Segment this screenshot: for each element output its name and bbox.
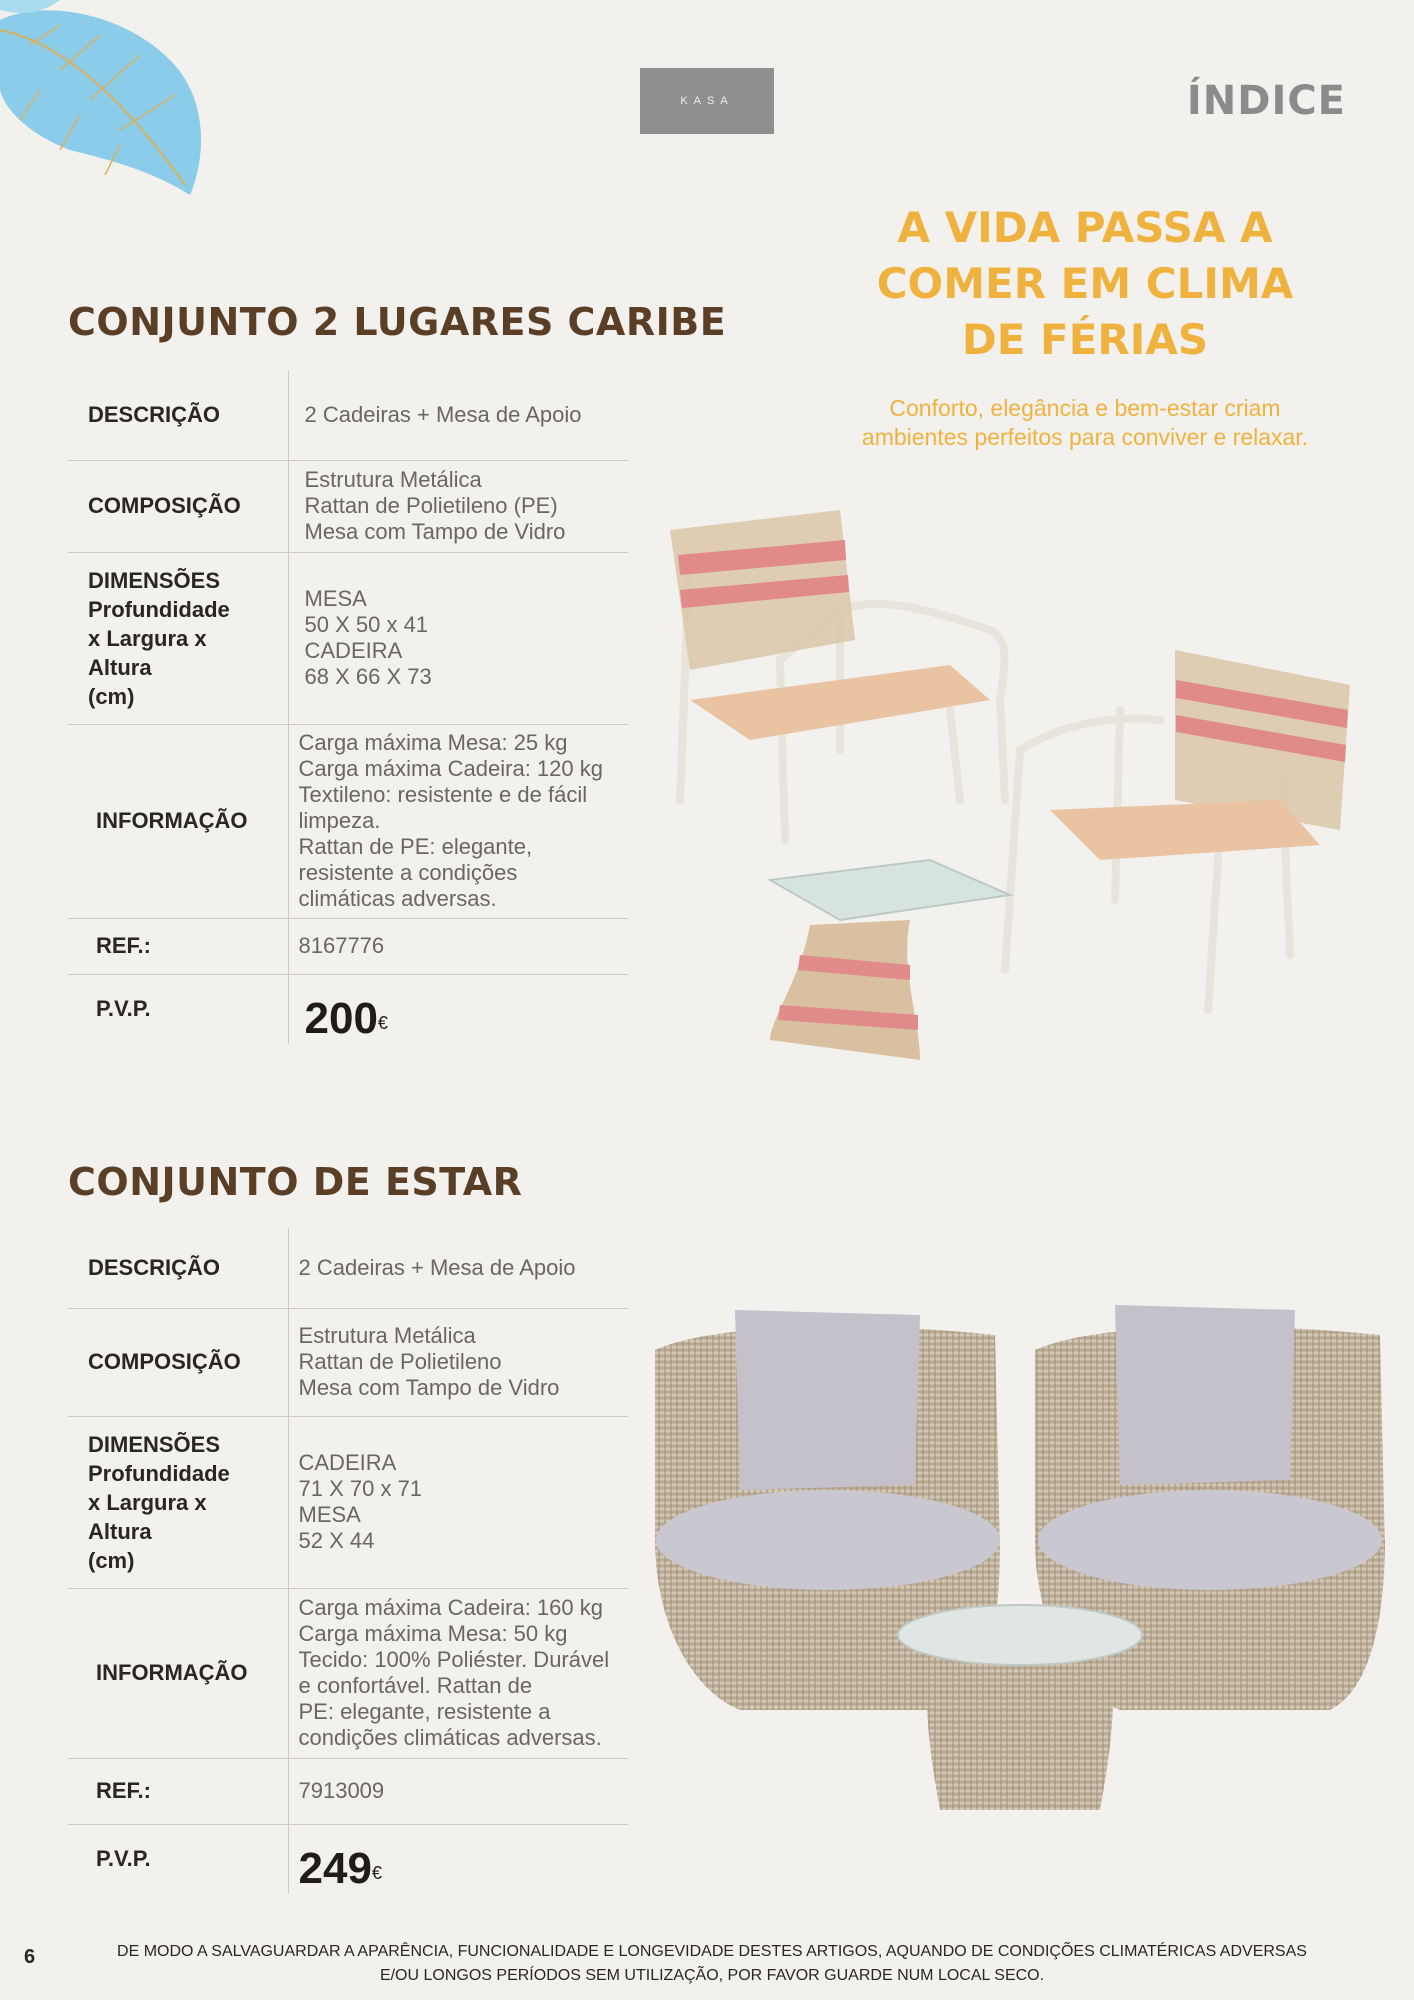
spec-value: Carga máxima Mesa: 25 kg Carga máxima Cadeira: 120 kg Textileno: resistente e de fácil limpeza. Rattan de PE: elegante, resistente a condições climáticas adversas. bbox=[288, 724, 628, 918]
spec-row-informacao bbox=[68, 724, 628, 918]
spec-value: 7913009 bbox=[288, 1758, 628, 1824]
spec-row-dimensoes bbox=[68, 1416, 628, 1588]
price bbox=[299, 1844, 382, 1893]
promo-headline bbox=[810, 200, 1360, 368]
promo-subtitle-line: Conforto, elegância e bem-estar criam bbox=[889, 395, 1281, 421]
footer-notice bbox=[72, 1940, 1352, 1988]
spec-row-composicao bbox=[68, 1308, 628, 1416]
price-value: 200 bbox=[304, 993, 378, 1043]
spec-value: 8167776 bbox=[288, 918, 628, 974]
spec-label-sub: Profundidade x Largura x Altura (cm) bbox=[88, 1460, 230, 1573]
spec-label: COMPOSIÇÃO bbox=[68, 1308, 288, 1416]
spec-row-descricao bbox=[68, 370, 628, 460]
spec-value: Estrutura Metálica Rattan de Polietileno (PE) Mesa com Tampo de Vidro bbox=[288, 460, 628, 552]
promo-headline-line: COMER EM CLIMA bbox=[876, 259, 1294, 308]
product-title: CONJUNTO 2 LUGARES CARIBE bbox=[68, 300, 727, 344]
spec-label-sub: Profundidade x Largura x Altura (cm) bbox=[88, 596, 230, 709]
spec-value: CADEIRA 71 X 70 x 71 MESA 52 X 44 bbox=[288, 1416, 628, 1588]
currency: € bbox=[377, 1012, 388, 1033]
currency: € bbox=[371, 1862, 382, 1883]
price-cell bbox=[288, 974, 628, 1044]
spec-label: INFORMAÇÃO bbox=[68, 724, 288, 918]
promo-subtitle-line: ambientes perfeitos para conviver e relaxar. bbox=[861, 424, 1309, 450]
promo-subtitle bbox=[800, 394, 1370, 452]
spec-value: Estrutura Metálica Rattan de Polietileno Mesa com Tampo de Vidro bbox=[288, 1308, 628, 1416]
product-title: CONJUNTO DE ESTAR bbox=[68, 1160, 523, 1204]
spec-value: Carga máxima Cadeira: 160 kg Carga máxima Mesa: 50 kg Tecido: 100% Poliéster. Durável e confortável. Rattan de PE: elegante, resistente a condições climáticas adversas. bbox=[288, 1588, 628, 1758]
tropical-leaf-icon bbox=[0, 0, 220, 200]
rattan-chairs-table-image bbox=[660, 500, 1360, 1100]
spec-value: 2 Cadeiras + Mesa de Apoio bbox=[298, 1254, 576, 1280]
spec-row-ref bbox=[68, 918, 628, 974]
spec-label: DESCRIÇÃO bbox=[68, 1228, 288, 1308]
spec-row-ref bbox=[68, 1758, 628, 1824]
spec-table bbox=[68, 370, 628, 1044]
index-link[interactable]: ÍNDICE bbox=[1186, 78, 1346, 124]
spec-row-pvp bbox=[68, 1824, 628, 1894]
spec-label: DESCRIÇÃO bbox=[68, 370, 288, 460]
spec-label-dimensoes bbox=[68, 552, 288, 724]
spec-label: DIMENSÕES bbox=[88, 1431, 221, 1457]
wicker-armchairs-table-image bbox=[650, 1290, 1390, 1860]
price-value: 249 bbox=[298, 1843, 372, 1893]
spec-label: DIMENSÕES bbox=[88, 567, 221, 593]
spec-label: COMPOSIÇÃO bbox=[68, 460, 288, 552]
spec-label: P.V.P. bbox=[68, 974, 288, 1044]
spec-label: REF.: bbox=[68, 1758, 288, 1824]
spec-label: REF.: bbox=[68, 918, 288, 974]
spec-row-pvp bbox=[68, 974, 628, 1044]
spec-row-descricao bbox=[68, 1228, 628, 1308]
spec-value: MESA 50 X 50 x 41 CADEIRA 68 X 66 X 73 bbox=[288, 552, 628, 724]
spec-row-composicao bbox=[68, 460, 628, 552]
spec-row-informacao bbox=[68, 1588, 628, 1758]
spec-label: INFORMAÇÃO bbox=[68, 1588, 288, 1758]
spec-label: P.V.P. bbox=[68, 1824, 288, 1894]
footer-notice-line: E/OU LONGOS PERÍODOS SEM UTILIZAÇÃO, POR FAVOR GUARDE NUM LOCAL SECO. bbox=[379, 1967, 1045, 1984]
spec-value: 2 Cadeiras + Mesa de Apoio bbox=[304, 401, 582, 427]
spec-table bbox=[68, 1228, 628, 1894]
spec-row-dimensoes bbox=[68, 552, 628, 724]
price bbox=[305, 994, 388, 1043]
footer-notice-line: DE MODO A SALVAGUARDAR A APARÊNCIA, FUNCIONALIDADE E LONGEVIDADE DESTES ARTIGOS, AQUANDO DE CONDIÇÕES CLIMATÉRICAS ADVERSAS bbox=[117, 1943, 1307, 1960]
kasa-logo[interactable]: KASA bbox=[640, 68, 774, 134]
promo-headline-line: DE FÉRIAS bbox=[961, 315, 1209, 364]
spec-label-dimensoes bbox=[68, 1416, 288, 1588]
price-cell bbox=[288, 1824, 628, 1894]
promo-headline-line: A VIDA PASSA A bbox=[897, 203, 1273, 252]
page-number: 6 bbox=[24, 1946, 36, 1968]
